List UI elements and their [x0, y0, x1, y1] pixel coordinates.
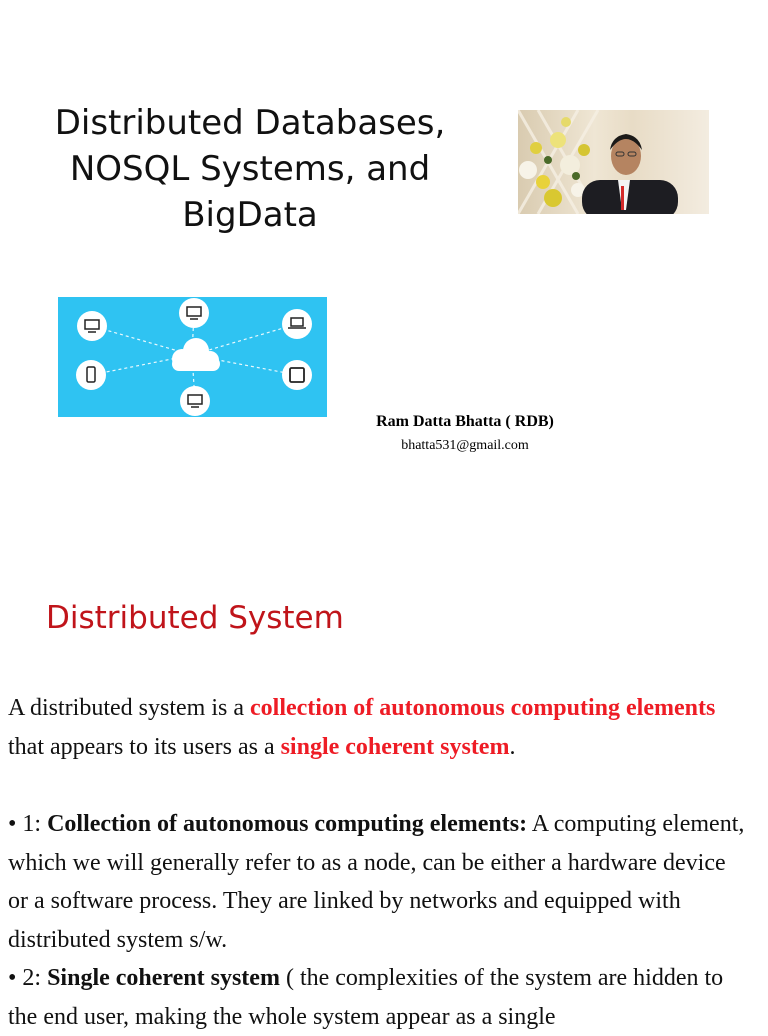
title-line: NOSQL Systems, and [69, 149, 431, 189]
bullet-text: ( the complexities of the system are hidden to the end user, making the whole system appear as a single [8, 965, 724, 1030]
highlight-text: single coherent system [280, 733, 510, 760]
tablet-icon [282, 360, 312, 390]
definition-paragraph [8, 689, 748, 766]
bullet-point-1 [8, 805, 748, 959]
highlight-text: collection of autonomous computing elements [250, 695, 716, 721]
bullet-heading: Single coherent system [47, 965, 280, 991]
author-email: bhatta531@gmail.com [401, 438, 529, 453]
laptop-icon [282, 309, 312, 339]
desktop-icon [179, 298, 209, 328]
title-line: BigData [182, 195, 318, 235]
desktop-icon [77, 311, 107, 341]
text-run: . [509, 733, 516, 760]
section-heading: Distributed System [46, 600, 344, 636]
network-illustration [58, 297, 327, 417]
author-photo [518, 110, 709, 214]
author-name: Ram Datta Bhatta ( RDB) [376, 413, 554, 430]
bullet-point-2 [8, 959, 748, 1036]
bullet-marker: • 1: [8, 811, 48, 837]
presentation-title [40, 100, 460, 238]
bullet-heading: Collection of autonomous computing elements: [47, 811, 528, 837]
cloud-icon [172, 338, 220, 371]
title-line: Distributed Databases, [54, 103, 446, 143]
text-run: A distributed system is a [8, 695, 250, 721]
desktop-icon [180, 386, 210, 416]
bullet-marker: • 2: [8, 965, 48, 991]
bullet-text: A computing element, which we will generally refer to as a node, can be either a hardware device or a software process. They are linked by networks and equipped with distributed system s/w. [8, 811, 745, 953]
phone-icon [76, 360, 106, 390]
text-run: that appears to its users as a [8, 733, 281, 760]
